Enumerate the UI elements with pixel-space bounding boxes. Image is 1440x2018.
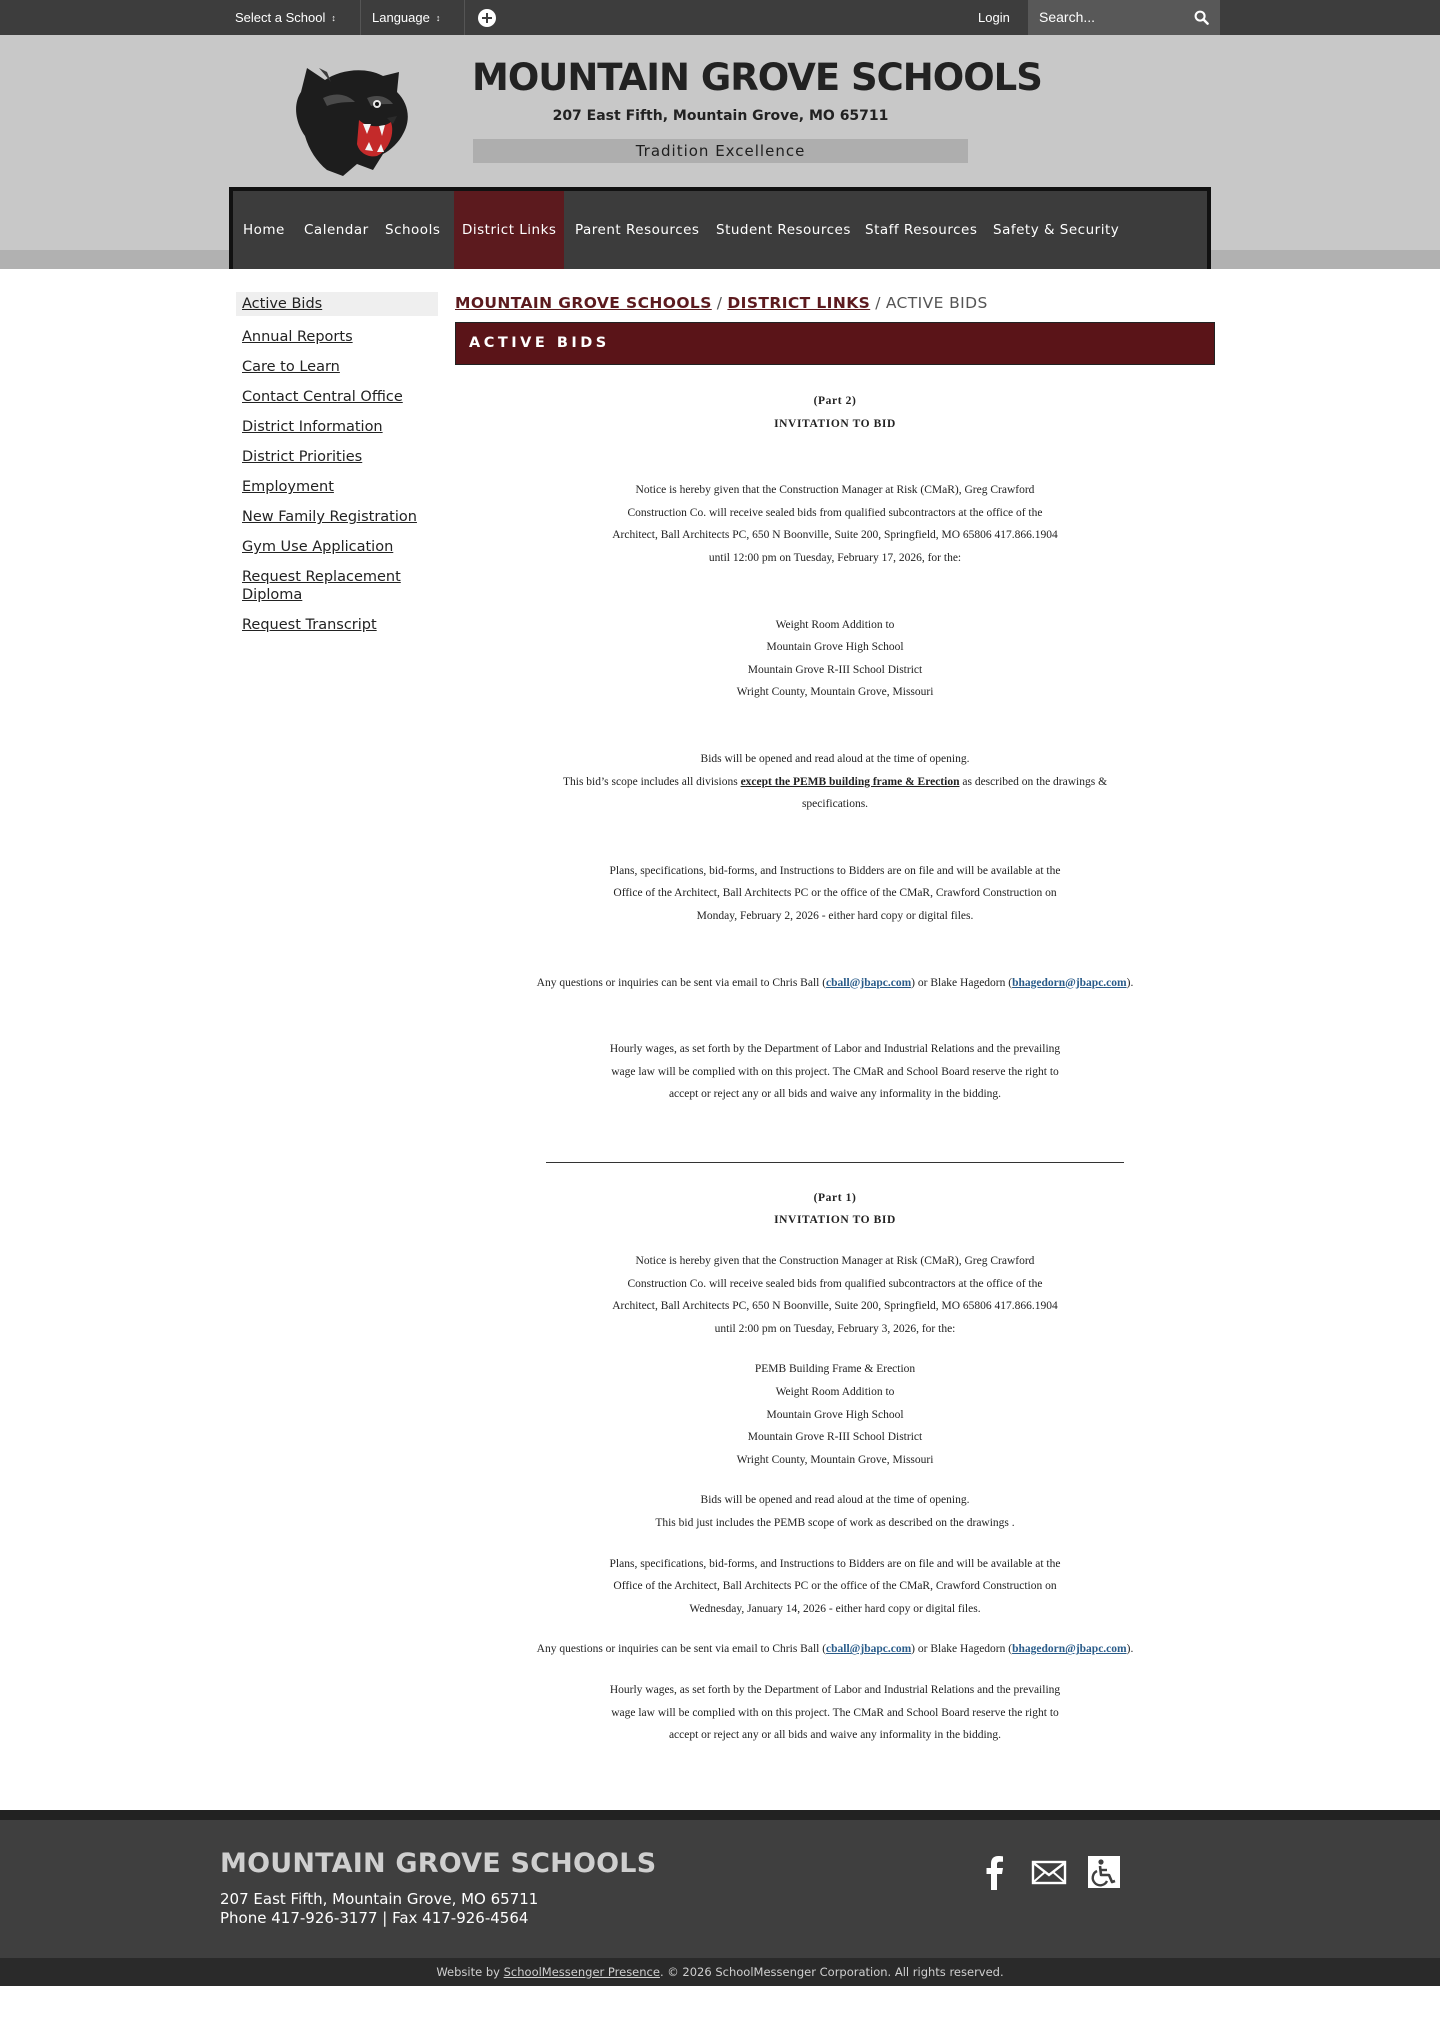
part2-wages-line: Hourly wages, as set forth by the Department of Labor and Industrial Relations and the prevailing: [609, 1043, 1061, 1056]
bid-document: [455, 390, 1215, 1747]
nav-calendar[interactable]: Calendar: [304, 222, 369, 238]
part2-plans-line: Office of the Architect, Ball Architects PC or the office of the CMaR, Crawford Construction on: [613, 887, 1057, 900]
email-icon[interactable]: [1031, 1854, 1067, 1890]
part2-plans-line: Plans, specifications, bid-forms, and Instructions to Bidders are on file and will be available at the: [609, 864, 1061, 877]
part1-plans-line: Wednesday, January 14, 2026 - either hard copy or digital files.: [689, 1602, 981, 1615]
language-label: Language: [372, 10, 430, 25]
part1-questions-before: Any questions or inquiries can be sent via email to Chris Ball (: [536, 1643, 827, 1656]
nav-parent-resources[interactable]: Parent Resources: [575, 222, 700, 238]
part1-title: INVITATION TO BID: [774, 1214, 896, 1227]
part1-opening: Bids will be opened and read aloud at the time of opening.: [700, 1494, 970, 1507]
nav-district-links[interactable]: District Links: [454, 191, 564, 269]
breadcrumb-home-link[interactable]: MOUNTAIN GROVE SCHOOLS: [455, 294, 712, 312]
copyright-bar: [0, 1958, 1440, 1986]
part1-project-line: PEMB Building Frame & Erection: [754, 1363, 916, 1376]
footer-phone-fax: Phone 417-926-3177 | Fax 417-926-4564: [220, 1909, 529, 1927]
sidebar-item-active-bids[interactable]: Active Bids: [236, 292, 438, 316]
sidebar-item-employment[interactable]: Employment: [242, 479, 334, 495]
sidebar-item-gym-use-application[interactable]: Gym Use Application: [242, 539, 394, 555]
sidebar-item-new-family-registration[interactable]: New Family Registration: [242, 509, 417, 525]
part1-notice-line: Notice is hereby given that the Construction Manager at Risk (CMaR), Greg Crawford: [635, 1255, 1035, 1268]
email-link-cball[interactable]: cball@jbapc.com: [826, 1643, 912, 1656]
part1-scope: This bid just includes the PEMB scope of work as described on the drawings .: [655, 1517, 1015, 1529]
part2-notice-line: Construction Co. will receive sealed bids from qualified subcontractors at the office of the: [627, 506, 1043, 519]
footer-school-name: MOUNTAIN GROVE SCHOOLS: [220, 1848, 657, 1879]
part1-questions: [455, 1638, 1215, 1661]
part1-wages-line: accept or reject any or all bids and waive any informality in the bidding.: [668, 1729, 1002, 1742]
part2-questions-mid: ) or Blake Hagedorn (: [911, 976, 1013, 989]
sidebar-nav: [236, 292, 438, 646]
search-placeholder: Search...: [1039, 9, 1096, 25]
login-link[interactable]: Login: [978, 10, 1010, 25]
part2-wages-line: wage law will be complied with on this project. The CMaR and School Board reserve the right to: [611, 1065, 1059, 1078]
part2-project-line: Wright County, Mountain Grove, Missouri: [736, 686, 934, 699]
school-title: MOUNTAIN GROVE SCHOOLS: [472, 56, 1042, 99]
part2-notice-line: Notice is hereby given that the Construction Manager at Risk (CMaR), Greg Crawford: [635, 484, 1035, 497]
part1-plans-line: Office of the Architect, Ball Architects PC or the office of the CMaR, Crawford Construction on: [613, 1580, 1057, 1593]
part2-project-line: Mountain Grove High School: [766, 641, 904, 654]
breadcrumb-separator: /: [875, 294, 881, 312]
facebook-icon[interactable]: [977, 1854, 1013, 1890]
divider: [360, 0, 361, 35]
accessibility-icon[interactable]: [1086, 1854, 1122, 1890]
footer: [0, 1820, 1440, 1958]
part2-project-line: Mountain Grove R-III School District: [747, 663, 923, 676]
email-link-bhagedorn[interactable]: bhagedorn@jbapc.com: [1012, 1643, 1127, 1656]
part1-notice-line: Architect, Ball Architects PC, 650 N Boonville, Suite 200, Springfield, MO 65806 417.866.1904: [612, 1300, 1058, 1313]
part1-wages-line: wage law will be complied with on this project. The CMaR and School Board reserve the right to: [611, 1706, 1059, 1719]
part2-scope-before: This bid’s scope includes all divisions: [562, 775, 741, 788]
main-nav: [229, 187, 1211, 269]
school-address: 207 East Fifth, Mountain Grove, MO 65711: [552, 108, 889, 124]
utility-bar: [0, 0, 1440, 35]
part2-title: INVITATION TO BID: [774, 417, 896, 430]
part2-notice-line: until 12:00 pm on Tuesday, February 17, 2026, for the:: [708, 551, 962, 564]
language-dropdown[interactable]: [372, 0, 440, 35]
part2-questions: [455, 972, 1215, 995]
part1-questions-mid: ) or Blake Hagedorn (: [911, 1643, 1013, 1656]
nav-staff-resources[interactable]: Staff Resources: [865, 222, 978, 238]
copyright-prefix: Website by: [436, 1965, 504, 1979]
breadcrumb-section-link[interactable]: DISTRICT LINKS: [727, 294, 871, 312]
part2-notice-line: Architect, Ball Architects PC, 650 N Boonville, Suite 200, Springfield, MO 65806 417.866.1904: [612, 529, 1058, 542]
select-school-label: Select a School: [235, 10, 326, 25]
part1-plans-line: Plans, specifications, bid-forms, and Instructions to Bidders are on file and will be available at the: [609, 1557, 1061, 1570]
part2-questions-after: ).: [1126, 976, 1134, 989]
part1-notice-line: Construction Co. will receive sealed bids from qualified subcontractors at the office of the: [627, 1277, 1043, 1290]
part2-opening: Bids will be opened and read aloud at the time of opening.: [700, 752, 970, 765]
part1-questions-after: ).: [1126, 1643, 1134, 1656]
page-title: ACTIVE BIDS: [469, 335, 610, 351]
part2-project-line: Weight Room Addition to: [775, 618, 895, 631]
part1-project-line: Mountain Grove High School: [766, 1408, 904, 1421]
nav-safety-security[interactable]: Safety & Security: [993, 222, 1120, 238]
email-link-bhagedorn[interactable]: bhagedorn@jbapc.com: [1012, 976, 1127, 989]
part2-scope: [455, 771, 1215, 794]
updown-arrow-icon: ↕: [435, 13, 441, 23]
footer-top-strip: [0, 1810, 1440, 1820]
sidebar-item-district-information[interactable]: District Information: [242, 419, 383, 435]
add-circle-icon[interactable]: [478, 9, 496, 27]
nav-home[interactable]: Home: [243, 222, 285, 238]
part2-label: (Part 2): [813, 395, 857, 407]
part2-questions-before: Any questions or inquiries can be sent via email to Chris Ball (: [536, 976, 827, 989]
sidebar-item-district-priorities[interactable]: District Priorities: [242, 449, 363, 465]
breadcrumb-separator: /: [716, 294, 723, 312]
copyright-suffix: . © 2026 SchoolMessenger Corporation. All rights reserved.: [659, 1965, 1004, 1979]
sidebar-item-care-to-learn[interactable]: Care to Learn: [242, 359, 340, 375]
divider: [464, 0, 465, 35]
part2-scope-emphasis: except the PEMB building frame & Erection: [740, 775, 960, 788]
select-school-dropdown[interactable]: [235, 0, 336, 35]
page-title-bar: [455, 322, 1215, 365]
part1-wages-line: Hourly wages, as set forth by the Department of Labor and Industrial Relations and the prevailing: [609, 1683, 1061, 1696]
sidebar-item-request-replacement-diploma[interactable]: Request Replacement Diploma: [242, 569, 401, 603]
part1-project-line: Mountain Grove R-III School District: [747, 1431, 923, 1444]
part2-wages-line: accept or reject any or all bids and waive any informality in the bidding.: [668, 1088, 1002, 1101]
sidebar-item-contact-central-office[interactable]: Contact Central Office: [242, 389, 403, 405]
part2-scope-after: as described on the drawings &: [959, 775, 1108, 788]
updown-arrow-icon: ↕: [331, 13, 336, 23]
part1-project-line: Wright County, Mountain Grove, Missouri: [736, 1453, 934, 1466]
part1-project-line: Weight Room Addition to: [775, 1386, 895, 1399]
sidebar-item-request-transcript[interactable]: Request Transcript: [242, 617, 377, 633]
nav-student-resources[interactable]: Student Resources: [716, 222, 851, 238]
footer-address: 207 East Fifth, Mountain Grove, MO 65711: [220, 1890, 539, 1908]
panther-logo[interactable]: [287, 58, 413, 178]
schoolmessenger-link[interactable]: SchoolMessenger Presence: [503, 1965, 660, 1979]
part1-notice-line: until 2:00 pm on Tuesday, February 3, 2026, for the:: [714, 1322, 956, 1335]
nav-schools[interactable]: Schools: [385, 222, 441, 238]
part2-scope-end: specifications.: [801, 798, 869, 811]
breadcrumb: [455, 294, 988, 312]
search-icon[interactable]: [1194, 10, 1209, 25]
breadcrumb-current: ACTIVE BIDS: [885, 294, 988, 312]
part2-plans-line: Monday, February 2, 2026 - either hard copy or digital files.: [696, 909, 974, 922]
sidebar-item-annual-reports[interactable]: Annual Reports: [242, 329, 353, 345]
part1-label: (Part 1): [813, 1191, 857, 1204]
email-link-cball[interactable]: cball@jbapc.com: [826, 976, 912, 989]
search-input[interactable]: [1028, 0, 1220, 35]
tagline: Tradition Excellence: [473, 139, 968, 163]
